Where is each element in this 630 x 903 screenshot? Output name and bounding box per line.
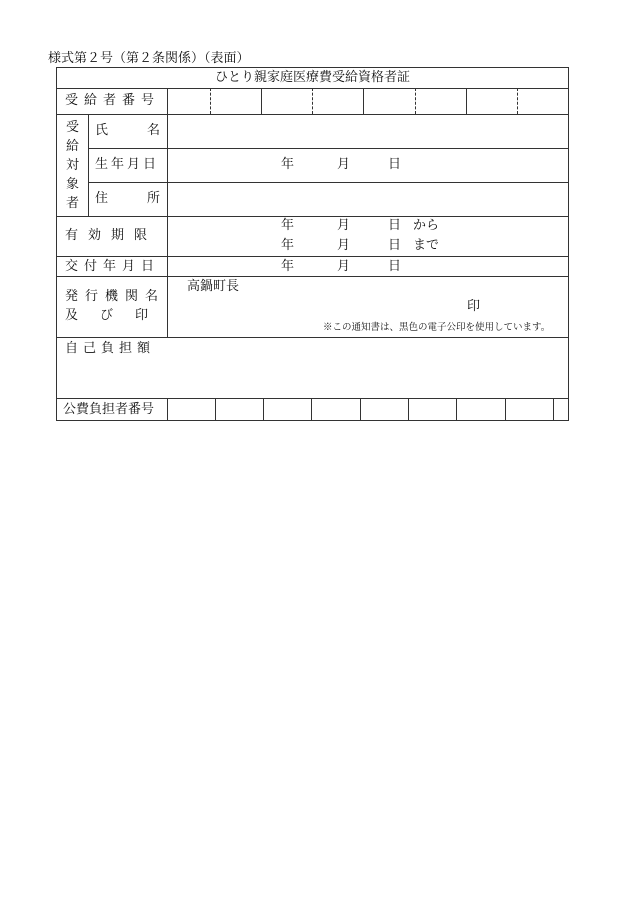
digit-box-divider [456, 398, 457, 420]
birth-date-label: 生年月日 [95, 157, 160, 172]
digit-box-divider [215, 398, 216, 420]
divider [57, 276, 568, 277]
divider [57, 216, 568, 217]
digit-box-divider [505, 398, 506, 420]
subject-label-char: 受 [66, 120, 80, 135]
issue-day-unit: 日 [388, 259, 402, 274]
validity-from-year-unit: 年 [281, 218, 295, 233]
divider [57, 337, 568, 338]
address-label-char: 所 [147, 191, 161, 206]
validity-from-month-unit: 月 [337, 218, 351, 233]
digit-box-divider [263, 398, 264, 420]
issue-date-label: 交付年月日 [65, 259, 161, 274]
subject-label-char: 者 [66, 196, 80, 211]
electronic-seal-note: ※この通知書は、黒色の電子公印を使用しています。 [323, 322, 551, 333]
divider [167, 398, 168, 420]
validity-from-day-unit: 日 [388, 218, 402, 233]
official-seal-mark: 印 [467, 299, 481, 314]
digit-box-divider [466, 88, 467, 114]
form-number-label: 様式第２号（第２条関係）（表面） [48, 51, 250, 66]
subject-label-char: 対 [66, 158, 80, 173]
issuer-name: 高鍋町長 [187, 279, 240, 294]
issuer-label-line2: 及び印 [65, 308, 171, 323]
divider [88, 114, 89, 216]
public-payer-number-label: 公費負担者番号 [63, 402, 155, 417]
digit-box-divider [553, 398, 554, 420]
form-title: ひとり親家庭医療費受給資格者証 [214, 70, 410, 85]
address-label-char: 住 [95, 191, 109, 206]
validity-from-suffix: から [413, 218, 440, 233]
digit-box-divider [312, 88, 313, 114]
issuer-label-line1: 発行機関名 [65, 289, 166, 304]
birth-day-unit: 日 [388, 157, 402, 172]
digit-box-divider [210, 88, 211, 114]
digit-box-divider [311, 398, 312, 420]
digit-box-divider [363, 88, 364, 114]
digit-box-divider [517, 88, 518, 114]
digit-box-divider [261, 88, 262, 114]
divider [88, 148, 568, 149]
divider [167, 88, 168, 337]
divider [57, 398, 568, 399]
divider [57, 256, 568, 257]
digit-box-divider [360, 398, 361, 420]
validity-period-label: 有効期限 [65, 228, 158, 243]
certificate-form [56, 67, 569, 421]
birth-year-unit: 年 [281, 157, 295, 172]
issue-year-unit: 年 [281, 259, 295, 274]
subject-label-char: 象 [66, 177, 80, 192]
digit-box-divider [415, 88, 416, 114]
divider [88, 182, 568, 183]
divider [57, 114, 568, 115]
copay-label: 自己負担額 [65, 341, 156, 356]
name-label-char: 名 [147, 123, 161, 138]
validity-to-year-unit: 年 [281, 238, 295, 253]
subject-label-char: 給 [66, 139, 80, 154]
validity-to-month-unit: 月 [337, 238, 351, 253]
issue-month-unit: 月 [337, 259, 351, 274]
validity-to-day-unit: 日 [388, 238, 402, 253]
name-label-char: 氏 [95, 123, 109, 138]
validity-to-suffix: まで [413, 238, 440, 253]
recipient-number-label: 受給者番号 [65, 93, 161, 108]
birth-month-unit: 月 [337, 157, 351, 172]
digit-box-divider [408, 398, 409, 420]
